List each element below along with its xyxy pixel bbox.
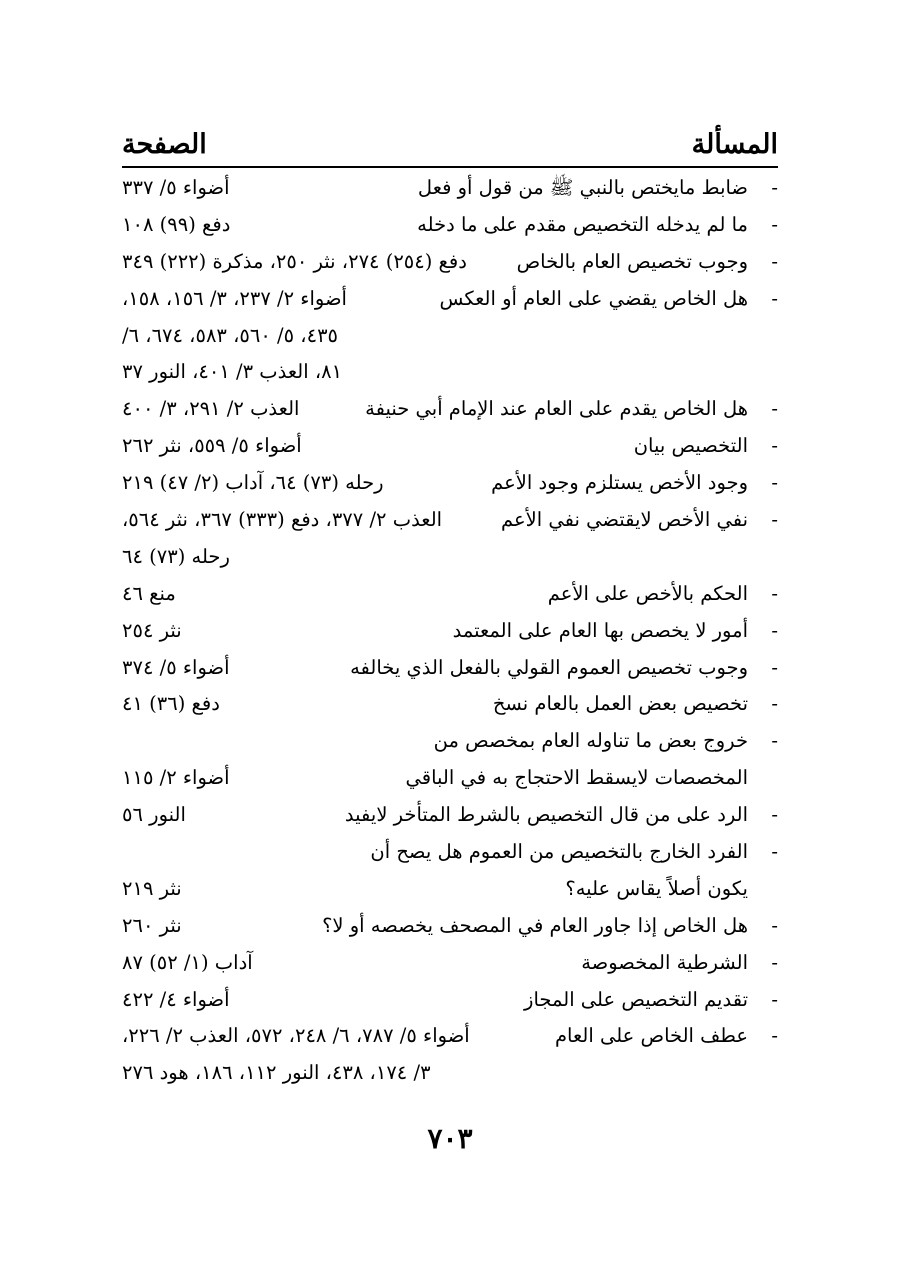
entry-topic: الشرطية المخصوصة (581, 950, 748, 974)
entry-dash: - (771, 286, 778, 310)
index-entry-row (122, 797, 778, 834)
entry-topic: التخصيص بيان (633, 434, 748, 458)
entry-reference: ٣/ ١٧٤، ٤٣٨، النور ١١٢، ١٨٦، هود ٢٧٦ (122, 1061, 431, 1085)
entry-dash: - (771, 655, 778, 679)
index-entry-row (122, 502, 778, 539)
entry-topic: هل الخاص إذا جاور العام في المصحف يخصصه أو لا؟ (322, 913, 748, 937)
entry-topic: وجوب تخصيص العام بالخاص (516, 249, 748, 273)
entry-dash: - (771, 618, 778, 642)
page-number: ٧٠٣ (427, 1122, 473, 1155)
entry-dash: - (771, 434, 778, 458)
index-entry-row (122, 539, 778, 576)
entry-reference: منع ٤٦ (122, 581, 176, 605)
entry-topic: عطف الخاص على العام (554, 1024, 748, 1048)
entry-topic: تقديم التخصيص على المجاز (524, 987, 748, 1011)
entry-topic: هل الخاص يقدم على العام عند الإمام أبي حنيفة (365, 397, 748, 421)
entry-reference: دفع (٩٩) ١٠٨ (122, 212, 231, 236)
entry-dash: - (771, 729, 778, 753)
entry-reference: نثر ٢٦٠ (122, 913, 182, 937)
entry-reference: العذب ٢/ ٣٧٧، دفع (٣٣٣) ٣٦٧، نثر ٥٦٤، (122, 508, 443, 532)
issue-column-heading: المسألة (691, 128, 778, 160)
index-entry-row (122, 834, 778, 871)
entry-dash: - (771, 913, 778, 937)
index-entry-row (122, 650, 778, 687)
entry-reference: ٨١، العذب ٣/ ٤٠١، النور ٣٧ (122, 360, 343, 384)
entry-reference: رحله (٧٣) ٦٤، آداب (٢/ ٤٧) ٢١٩ (122, 471, 384, 495)
entry-dash: - (771, 581, 778, 605)
entry-dash: - (771, 692, 778, 716)
entry-reference: أضواء ٤/ ٤٢٢ (122, 987, 230, 1011)
entry-topic: تخصيص بعض العمل بالعام نسخ (492, 692, 748, 716)
index-entry-row (122, 908, 778, 945)
entry-dash: - (771, 471, 778, 495)
entry-reference: نثر ٢٥٤ (122, 618, 182, 642)
entry-reference: أضواء ٥/ ٥٥٩، نثر ٢٦٢ (122, 434, 302, 458)
index-header (122, 122, 778, 168)
index-entry-row (122, 391, 778, 428)
entry-dash: - (771, 803, 778, 827)
entry-topic: المخصصات لايسقط الاحتجاج به في الباقي (405, 766, 748, 790)
index-entry-row (122, 354, 778, 391)
entry-reference: العذب ٢/ ٢٩١، ٣/ ٤٠٠ (122, 397, 300, 421)
entry-reference: النور ٥٦ (122, 803, 186, 827)
index-entry-row (122, 760, 778, 797)
entry-topic: هل الخاص يقضي على العام أو العكس (439, 286, 748, 310)
entry-topic: ضابط مايختص بالنبي ﷺ من قول أو فعل (417, 176, 748, 199)
entry-topic: الفرد الخارج بالتخصيص من العموم هل يصح أن (370, 840, 748, 864)
entry-dash: - (771, 840, 778, 864)
index-entry-row (122, 723, 778, 760)
entry-topic: أمور لا يخصص بها العام على المعتمد (452, 618, 748, 642)
entry-reference: نثر ٢١٩ (122, 876, 182, 900)
index-entry-row (122, 1055, 778, 1092)
entry-reference: ٤٣٥، ٥/ ٥٦٠، ٥٨٣، ٦٧٤، ٦/ (122, 323, 339, 347)
entry-dash: - (771, 212, 778, 236)
index-entry-row (122, 170, 778, 207)
index-entry-row (122, 428, 778, 465)
entry-reference: آداب (١/ ٥٢) ٨٧ (122, 950, 253, 974)
index-entry-row (122, 281, 778, 318)
entry-reference: أضواء ٥/ ٣٣٧ (122, 176, 230, 199)
index-entry-row (122, 1018, 778, 1055)
entry-dash: - (771, 950, 778, 974)
entry-topic: ما لم يدخله التخصيص مقدم على ما دخله (417, 212, 748, 236)
entry-reference: أضواء ٢/ ٢٣٧، ٣/ ١٥٦، ١٥٨، (122, 286, 347, 310)
index-entry-row (122, 686, 778, 723)
index-entry-row (122, 945, 778, 982)
entry-dash: - (771, 176, 778, 199)
index-entry-row (122, 207, 778, 244)
entry-topic: وجوب تخصيص العموم القولي بالفعل الذي يخالفه (350, 655, 748, 679)
entry-dash: - (771, 508, 778, 532)
entry-reference: دفع (٣٦) ٤١ (122, 692, 220, 716)
index-entry-row (122, 318, 778, 355)
entry-topic: وجود الأخص يستلزم وجود الأعم (491, 471, 748, 495)
entry-reference: أضواء ٥/ ٣٧٤ (122, 655, 230, 679)
entry-reference: أضواء ٢/ ١١٥ (122, 766, 230, 790)
entry-reference: أضواء ٥/ ٧٨٧، ٦/ ٢٤٨، ٥٧٢، العذب ٢/ ٢٢٦، (122, 1024, 470, 1048)
entry-reference: رحله (٧٣) ٦٤ (122, 544, 230, 568)
entry-topic: الرد على من قال التخصيص بالشرط المتأخر لايفيد (344, 803, 748, 827)
index-entry-row (122, 465, 778, 502)
index-entry-row (122, 613, 778, 650)
entry-topic: يكون أصلاً يقاس عليه؟ (565, 876, 748, 900)
page-column-heading: الصفحة (122, 128, 207, 160)
entry-topic: الحكم بالأخص على الأعم (547, 581, 748, 605)
entry-topic: نفي الأخص لايقتضي نفي الأعم (501, 508, 748, 532)
index-entry-row (122, 576, 778, 613)
index-entry-row (122, 982, 778, 1019)
entry-topic: خروج بعض ما تناوله العام بمخصص من (433, 729, 748, 753)
index-entries (122, 170, 778, 1092)
entry-dash: - (771, 397, 778, 421)
entry-reference: دفع (٢٥٤) ٢٧٤، نثر ٢٥٠، مذكرة (٢٢٢) ٣٤٩ (122, 249, 467, 273)
entry-dash: - (771, 249, 778, 273)
index-entry-row (122, 244, 778, 281)
index-entry-row (122, 871, 778, 908)
entry-dash: - (771, 1024, 778, 1048)
entry-dash: - (771, 987, 778, 1011)
